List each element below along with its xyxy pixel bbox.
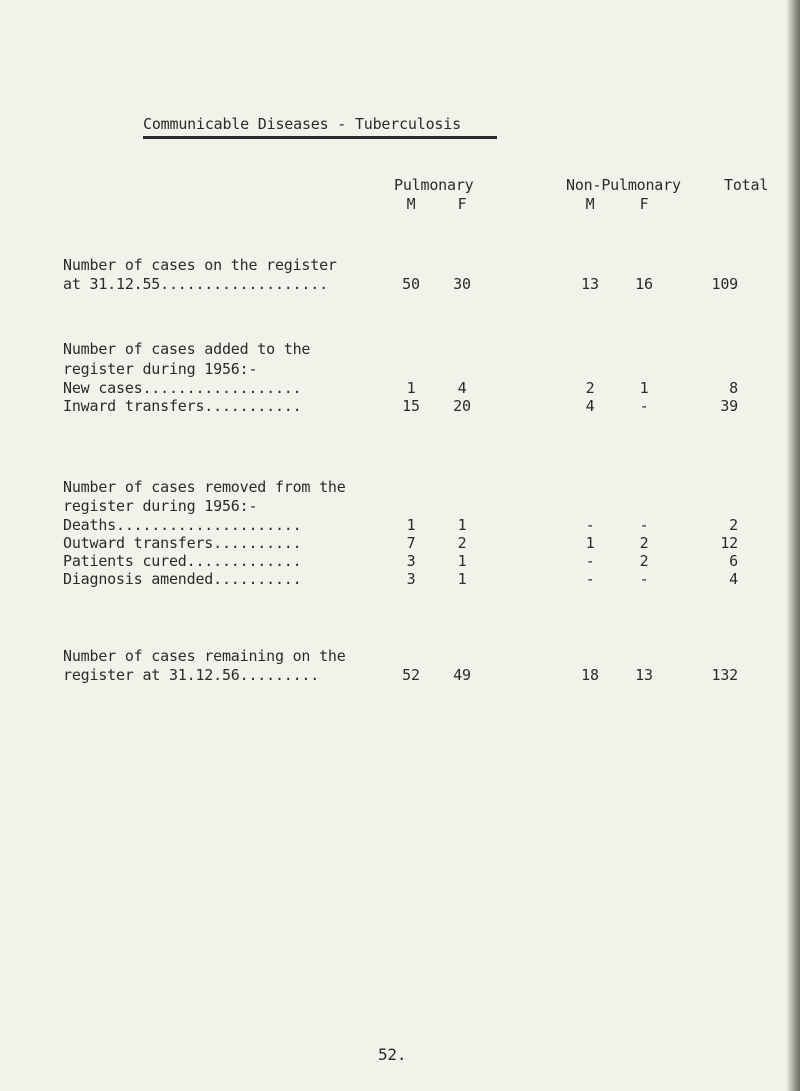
page-title: Communicable Diseases - Tuberculosis	[143, 115, 461, 133]
added-row-pulmonary-m: 1	[406, 379, 416, 397]
removed-row-pulmonary-m: 3	[406, 570, 416, 588]
title-underline	[143, 136, 497, 139]
removed-row-non-pulmonary-f: 2	[639, 534, 649, 552]
removed-heading: Number of cases removed from the	[63, 478, 346, 496]
removed-row-total: 6	[729, 552, 738, 570]
added-row-total: 39	[720, 397, 738, 415]
removed-row-label: Diagnosis amended..........	[63, 570, 302, 588]
removed-row-non-pulmonary-m: -	[585, 516, 595, 534]
added-row-label: Inward transfers...........	[63, 397, 302, 415]
register-end-label: Number of cases remaining on the	[63, 647, 346, 665]
added-row-non-pulmonary-m: 4	[585, 397, 595, 415]
removed-row-label: Deaths.....................	[63, 516, 302, 534]
removed-row-label: Patients cured.............	[63, 552, 302, 570]
register-start-non-pulmonary-m: 13	[581, 275, 599, 293]
register-start-pulmonary-f: 30	[453, 275, 471, 293]
removed-row-non-pulmonary-f: -	[639, 570, 649, 588]
removed-row-total: 12	[720, 534, 738, 552]
removed-row-total: 2	[729, 516, 738, 534]
header-total: Total	[724, 176, 769, 194]
removed-row-pulmonary-f: 1	[457, 552, 467, 570]
added-row-total: 8	[729, 379, 738, 397]
register-end-non-pulmonary-m: 18	[581, 666, 599, 684]
removed-heading-year: register during 1956:-	[63, 497, 258, 515]
removed-row-non-pulmonary-m: -	[585, 552, 595, 570]
header-pulmonary-m: M	[406, 195, 416, 213]
removed-row-pulmonary-f: 1	[457, 570, 467, 588]
removed-row-pulmonary-m: 3	[406, 552, 416, 570]
removed-row-total: 4	[729, 570, 738, 588]
page-edge-shadow	[786, 0, 800, 1091]
register-start-label: Number of cases on the register	[63, 256, 337, 274]
header-pulmonary: Pulmonary	[394, 176, 474, 194]
header-non-pulmonary-f: F	[639, 195, 649, 213]
added-row-non-pulmonary-f: 1	[639, 379, 649, 397]
register-start-non-pulmonary-f: 16	[635, 275, 653, 293]
added-row-pulmonary-f: 4	[457, 379, 467, 397]
added-heading-year: register during 1956:-	[63, 360, 258, 378]
removed-row-non-pulmonary-f: 2	[639, 552, 649, 570]
removed-row-pulmonary-m: 7	[406, 534, 416, 552]
added-heading: Number of cases added to the	[63, 340, 311, 358]
removed-row-non-pulmonary-f: -	[639, 516, 649, 534]
register-end-total: 132	[711, 666, 738, 684]
header-non-pulmonary: Non-Pulmonary	[566, 176, 681, 194]
added-row-pulmonary-m: 15	[402, 397, 420, 415]
removed-row-pulmonary-f: 1	[457, 516, 467, 534]
removed-row-label: Outward transfers..........	[63, 534, 302, 552]
removed-row-non-pulmonary-m: 1	[585, 534, 595, 552]
register-start-pulmonary-m: 50	[402, 275, 420, 293]
register-end-non-pulmonary-f: 13	[635, 666, 653, 684]
added-row-non-pulmonary-m: 2	[585, 379, 595, 397]
register-start-total: 109	[711, 275, 738, 293]
register-end-pulmonary-m: 52	[402, 666, 420, 684]
removed-row-pulmonary-f: 2	[457, 534, 467, 552]
page-number: 52.	[378, 1045, 407, 1064]
added-row-pulmonary-f: 20	[453, 397, 471, 415]
added-row-non-pulmonary-f: -	[639, 397, 649, 415]
removed-row-non-pulmonary-m: -	[585, 570, 595, 588]
register-end-pulmonary-f: 49	[453, 666, 471, 684]
header-pulmonary-f: F	[457, 195, 467, 213]
header-non-pulmonary-m: M	[585, 195, 595, 213]
register-end-label-date: register at 31.12.56.........	[63, 666, 320, 684]
removed-row-pulmonary-m: 1	[406, 516, 416, 534]
register-start-label-date: at 31.12.55...................	[63, 275, 328, 293]
added-row-label: New cases..................	[63, 379, 302, 397]
